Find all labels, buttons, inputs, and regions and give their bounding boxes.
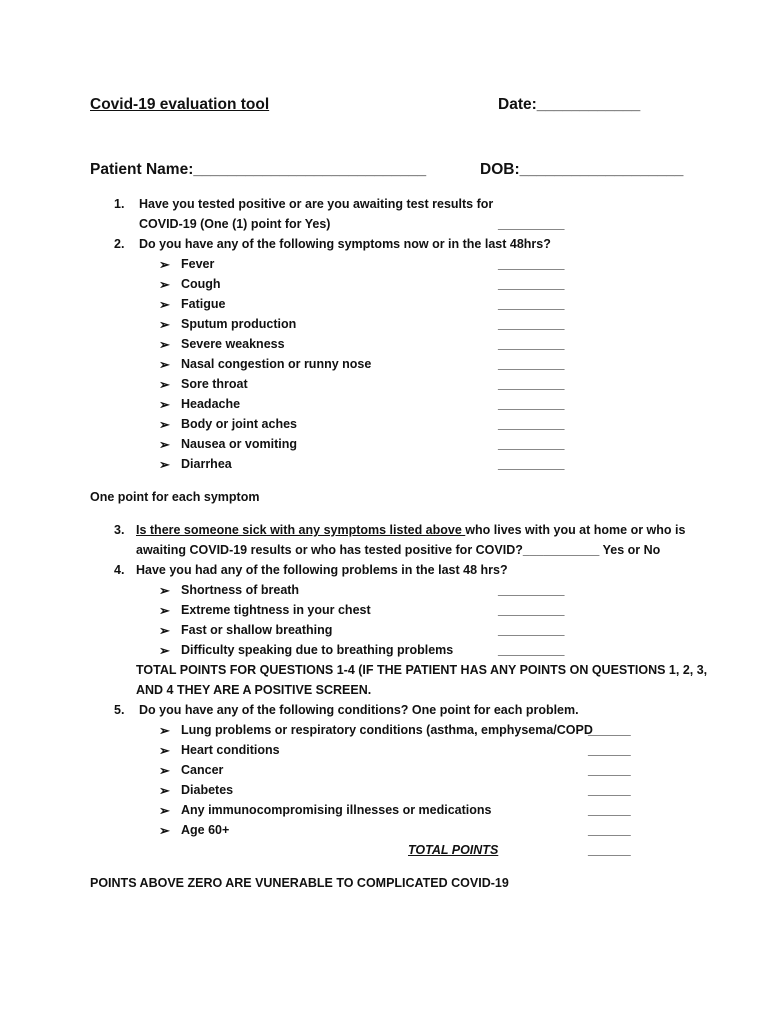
q5-item-label: Diabetes [181,783,234,797]
q2-number: 2. [114,237,125,251]
q5-number: 5. [114,703,125,717]
q2-item-label: Diarrhea [181,457,232,471]
q4-text: Have you had any of the following problems in the last 48 hrs? [136,563,508,577]
q2-item-label: Sputum production [181,317,297,331]
footer-note: POINTS ABOVE ZERO ARE VUNERABLE TO COMPLICATED COVID-19 [90,876,509,890]
bullet-arrow-icon: ➢ [159,783,170,798]
q2-item-label: Body or joint aches [181,417,297,431]
q5-item-blank: _______ [588,803,630,817]
bullet-arrow-icon: ➢ [159,763,170,778]
bullet-arrow-icon: ➢ [159,357,170,372]
q5-item-blank: _______ [588,743,630,757]
form-title: Covid-19 evaluation tool [90,96,270,113]
q2-item-blank: ___________ [498,297,564,311]
bullet-arrow-icon: ➢ [159,603,170,618]
q2-item-label: Headache [181,397,241,411]
q5-item-label: Cancer [181,763,224,777]
q3-text-line1 [136,523,685,537]
bullet-arrow-icon: ➢ [159,377,170,392]
q2-item-blank: ___________ [498,457,564,471]
dob-field: DOB:___________________ [480,161,684,178]
q2-item-label: Severe weakness [181,337,285,351]
q4-item-label: Extreme tightness in your chest [181,603,371,617]
q4-item-label: Difficulty speaking due to breathing problems [181,643,454,657]
q2-item-blank: ___________ [498,277,564,291]
q1-text-line1: Have you tested positive or are you awaiting test results for [139,197,494,211]
q5-item-blank: _______ [588,823,630,837]
bullet-arrow-icon: ➢ [159,257,170,272]
bullet-arrow-icon: ➢ [159,623,170,638]
bullet-arrow-icon: ➢ [159,583,170,598]
q2-item-label: Nausea or vomiting [181,437,297,451]
q1-number: 1. [114,197,125,211]
q2-item-blank: ___________ [498,257,564,271]
q1-answer-blank: ___________ [498,217,564,231]
q2-item-label: Nasal congestion or runny nose [181,357,372,371]
q5-text: Do you have any of the following conditions? One point for each problem. [139,703,579,717]
bullet-arrow-icon: ➢ [159,643,170,658]
q2-text: Do you have any of the following symptoms now or in the last 48hrs? [139,237,551,251]
q4-item-blank: ___________ [498,643,564,657]
q4-item-blank: ___________ [498,603,564,617]
q5-item-blank: _______ [588,783,630,797]
patient-name-field: Patient Name:___________________________ [90,161,427,178]
q3-text-rest: who lives with you at home or who is [465,523,686,537]
q3-number: 3. [114,523,125,537]
q5-item-blank: _______ [588,763,630,777]
q1-text-line2: COVID-19 (One (1) point for Yes) [139,217,331,231]
bullet-arrow-icon: ➢ [159,417,170,432]
q4-item-blank: ___________ [498,623,564,637]
q5-item-label: Heart conditions [181,743,280,757]
q4-number: 4. [114,563,125,577]
bullet-arrow-icon: ➢ [159,457,170,472]
q2-item-label: Cough [181,277,221,291]
date-field: Date:____________ [498,96,641,113]
q4-item-label: Shortness of breath [181,583,300,597]
q5-item-blank: _______ [588,723,630,737]
bullet-arrow-icon: ➢ [159,823,170,838]
bullet-arrow-icon: ➢ [159,723,170,738]
q2-item-blank: ___________ [498,417,564,431]
q4-total-line1: TOTAL POINTS FOR QUESTIONS 1-4 (IF THE PATIENT HAS ANY POINTS ON QUESTIONS 1, 2, 3, [136,663,708,677]
bullet-arrow-icon: ➢ [159,337,170,352]
q2-item-blank: ___________ [498,437,564,451]
q4-item-label: Fast or shallow breathing [181,623,333,637]
bullet-arrow-icon: ➢ [159,317,170,332]
q2-item-blank: ___________ [498,357,564,371]
bullet-arrow-icon: ➢ [159,803,170,818]
total-points-blank: _______ [588,843,630,857]
q5-item-label: Lung problems or respiratory conditions (asthma, emphysema/COPD [181,723,593,737]
bullet-arrow-icon: ➢ [159,437,170,452]
q5-item-label: Any immunocompromising illnesses or medications [181,803,492,817]
q2-item-blank: ___________ [498,377,564,391]
bullet-arrow-icon: ➢ [159,297,170,312]
q3-text-line2: awaiting COVID-19 results or who has tested positive for COVID?___________ Yes or No [136,543,661,557]
bullet-arrow-icon: ➢ [159,277,170,292]
total-points-label: TOTAL POINTS [408,843,499,857]
q4-total-line2: AND 4 THEY ARE A POSITIVE SCREEN. [136,683,372,697]
one-point-note: One point for each symptom [90,490,260,504]
q4-item-blank: ___________ [498,583,564,597]
bullet-arrow-icon: ➢ [159,743,170,758]
bullet-arrow-icon: ➢ [159,397,170,412]
q2-item-label: Sore throat [181,377,248,391]
q2-item-blank: ___________ [498,397,564,411]
q3-underlined-text: Is there someone sick with any symptoms listed above [136,523,466,537]
q2-item-label: Fever [181,257,215,271]
q2-item-label: Fatigue [181,297,226,311]
q2-item-blank: ___________ [498,337,564,351]
q5-item-label: Age 60+ [181,823,230,837]
q2-item-blank: ___________ [498,317,564,331]
